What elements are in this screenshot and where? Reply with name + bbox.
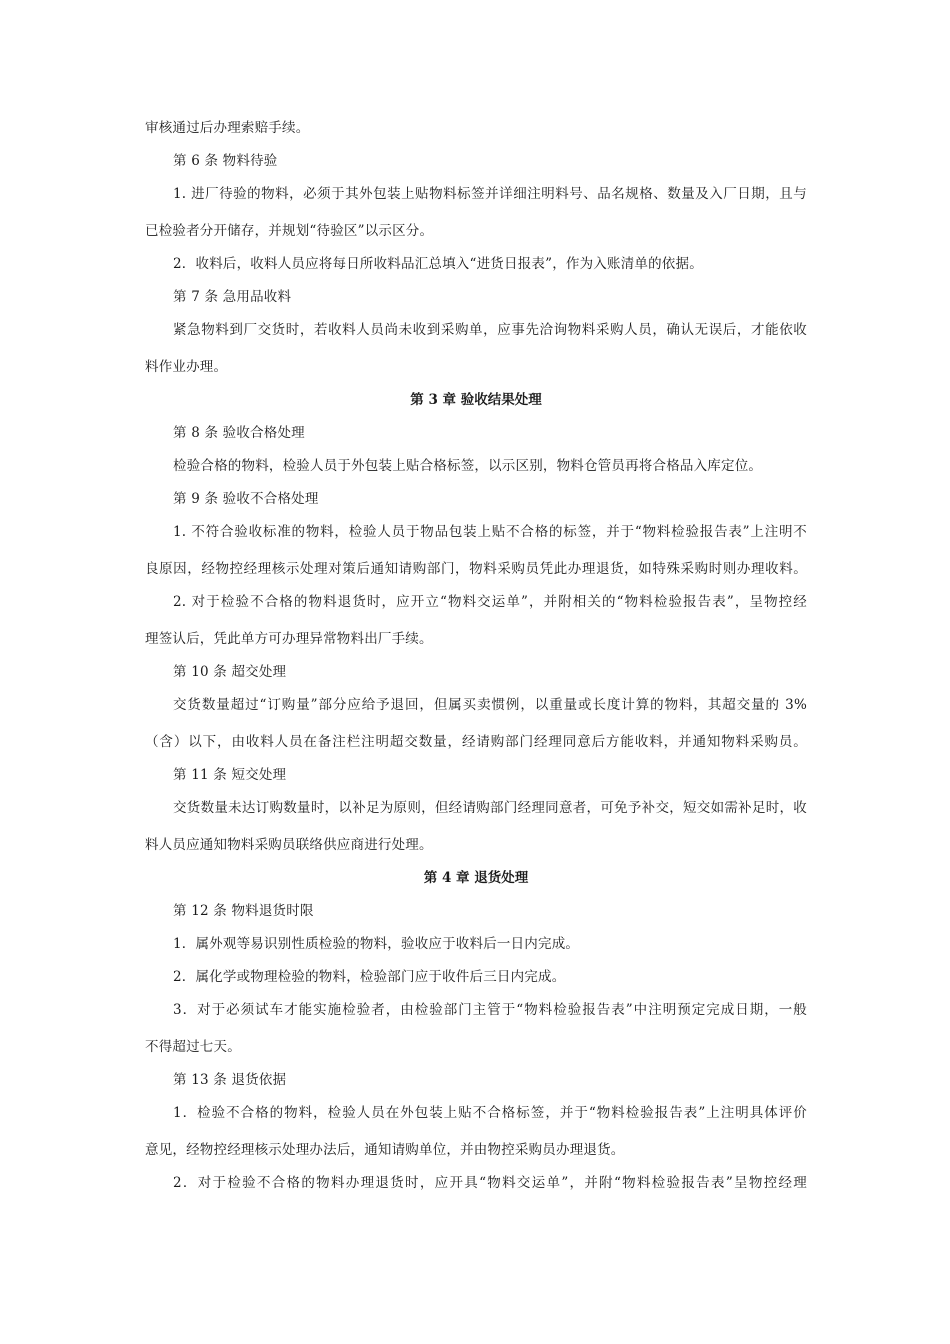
paragraph-line: 3．对于必须试车才能实施检验者，由检验部门主管于“物料检验报告表”中注明预定完成日期，一般 (173, 1002, 807, 1018)
document-page (145, 118, 807, 1193)
paragraph-line: 1．检验不合格的物料，检验人员在外包装上贴不合格标签，并于“物料检验报告表”上注明具体评价 (173, 1105, 807, 1121)
paragraph-line: 2. 对于检验不合格的物料退货时，应开立“物料交运单”，并附相关的“物料检验报告表”，呈物控经 (173, 594, 807, 610)
paragraph-line: 审核通过后办理索赔手续。 (145, 120, 310, 136)
paragraph-line: 交货数量未达订购数量时，以补足为原则，但经请购部门经理同意者，可免予补交，短交如需补足时，收 (173, 800, 807, 816)
article-title: 第 13 条 退货依据 (173, 1072, 287, 1088)
paragraph-line: 检验合格的物料，检验人员于外包装上贴合格标签，以示区别，物料仓管员再将合格品入库定位。 (173, 458, 763, 474)
paragraph-line: 理签认后，凭此单方可办理异常物料出厂手续。 (145, 631, 433, 647)
chapter-heading: 第 3 章 验收结果处理 (410, 392, 542, 408)
paragraph-line: 1. 进厂待验的物料，必须于其外包装上贴物料标签并详细注明料号、品名规格、数量及入厂日期，且与 (173, 186, 807, 202)
paragraph-line: 2．收料后，收料人员应将每日所收料品汇总填入“进货日报表”，作为入账清单的依据。 (173, 256, 703, 272)
article-title: 第 12 条 物料退货时限 (173, 903, 314, 919)
paragraph-line: 2．属化学或物理检验的物料，检验部门应于收件后三日内完成。 (173, 969, 566, 985)
paragraph-line: 2．对于检验不合格的物料办理退货时，应开具“物料交运单”，并附“物料检验报告表”呈物控经理 (173, 1175, 807, 1191)
paragraph-line: 紧急物料到厂交货时，若收料人员尚未收到采购单，应事先洽询物料采购人员，确认无误后，才能依收 (173, 322, 807, 338)
article-title: 第 11 条 短交处理 (173, 767, 287, 783)
paragraph-line: 不得超过七天。 (145, 1039, 241, 1055)
paragraph-line: 意见，经物控经理核示处理办法后，通知请购单位，并由物控采购员办理退货。 (145, 1142, 625, 1158)
paragraph-line: 1. 不符合验收标准的物料，检验人员于物品包装上贴不合格的标签，并于“物料检验报告表”上注明不 (173, 524, 807, 540)
paragraph-line: 良原因，经物控经理核示处理对策后通知请购部门，物料采购员凭此办理退货，如特殊采购时则办理收料。 (145, 561, 807, 577)
article-title: 第 9 条 验收不合格处理 (173, 491, 319, 507)
article-title: 第 6 条 物料待验 (173, 153, 278, 169)
article-title: 第 10 条 超交处理 (173, 664, 287, 680)
paragraph-line: 料人员应通知物料采购员联络供应商进行处理。 (145, 837, 433, 853)
paragraph-line: 1．属外观等易识别性质检验的物料，验收应于收料后一日内完成。 (173, 936, 580, 952)
article-title: 第 7 条 急用品收料 (173, 289, 292, 305)
paragraph-line: 料作业办理。 (145, 359, 228, 375)
paragraph-line: （含）以下，由收料人员在备注栏注明超交数量，经请购部门经理同意后方能收料，并通知物料采购员。 (145, 734, 807, 750)
paragraph-line: 已检验者分开储存，并规划“待验区”以示区分。 (145, 223, 434, 239)
article-title: 第 8 条 验收合格处理 (173, 425, 305, 441)
chapter-heading: 第 4 章 退货处理 (423, 870, 529, 886)
paragraph-line: 交货数量超过“订购量”部分应给予退回，但属买卖惯例，以重量或长度计算的物料，其超交量的 3% (173, 697, 807, 713)
